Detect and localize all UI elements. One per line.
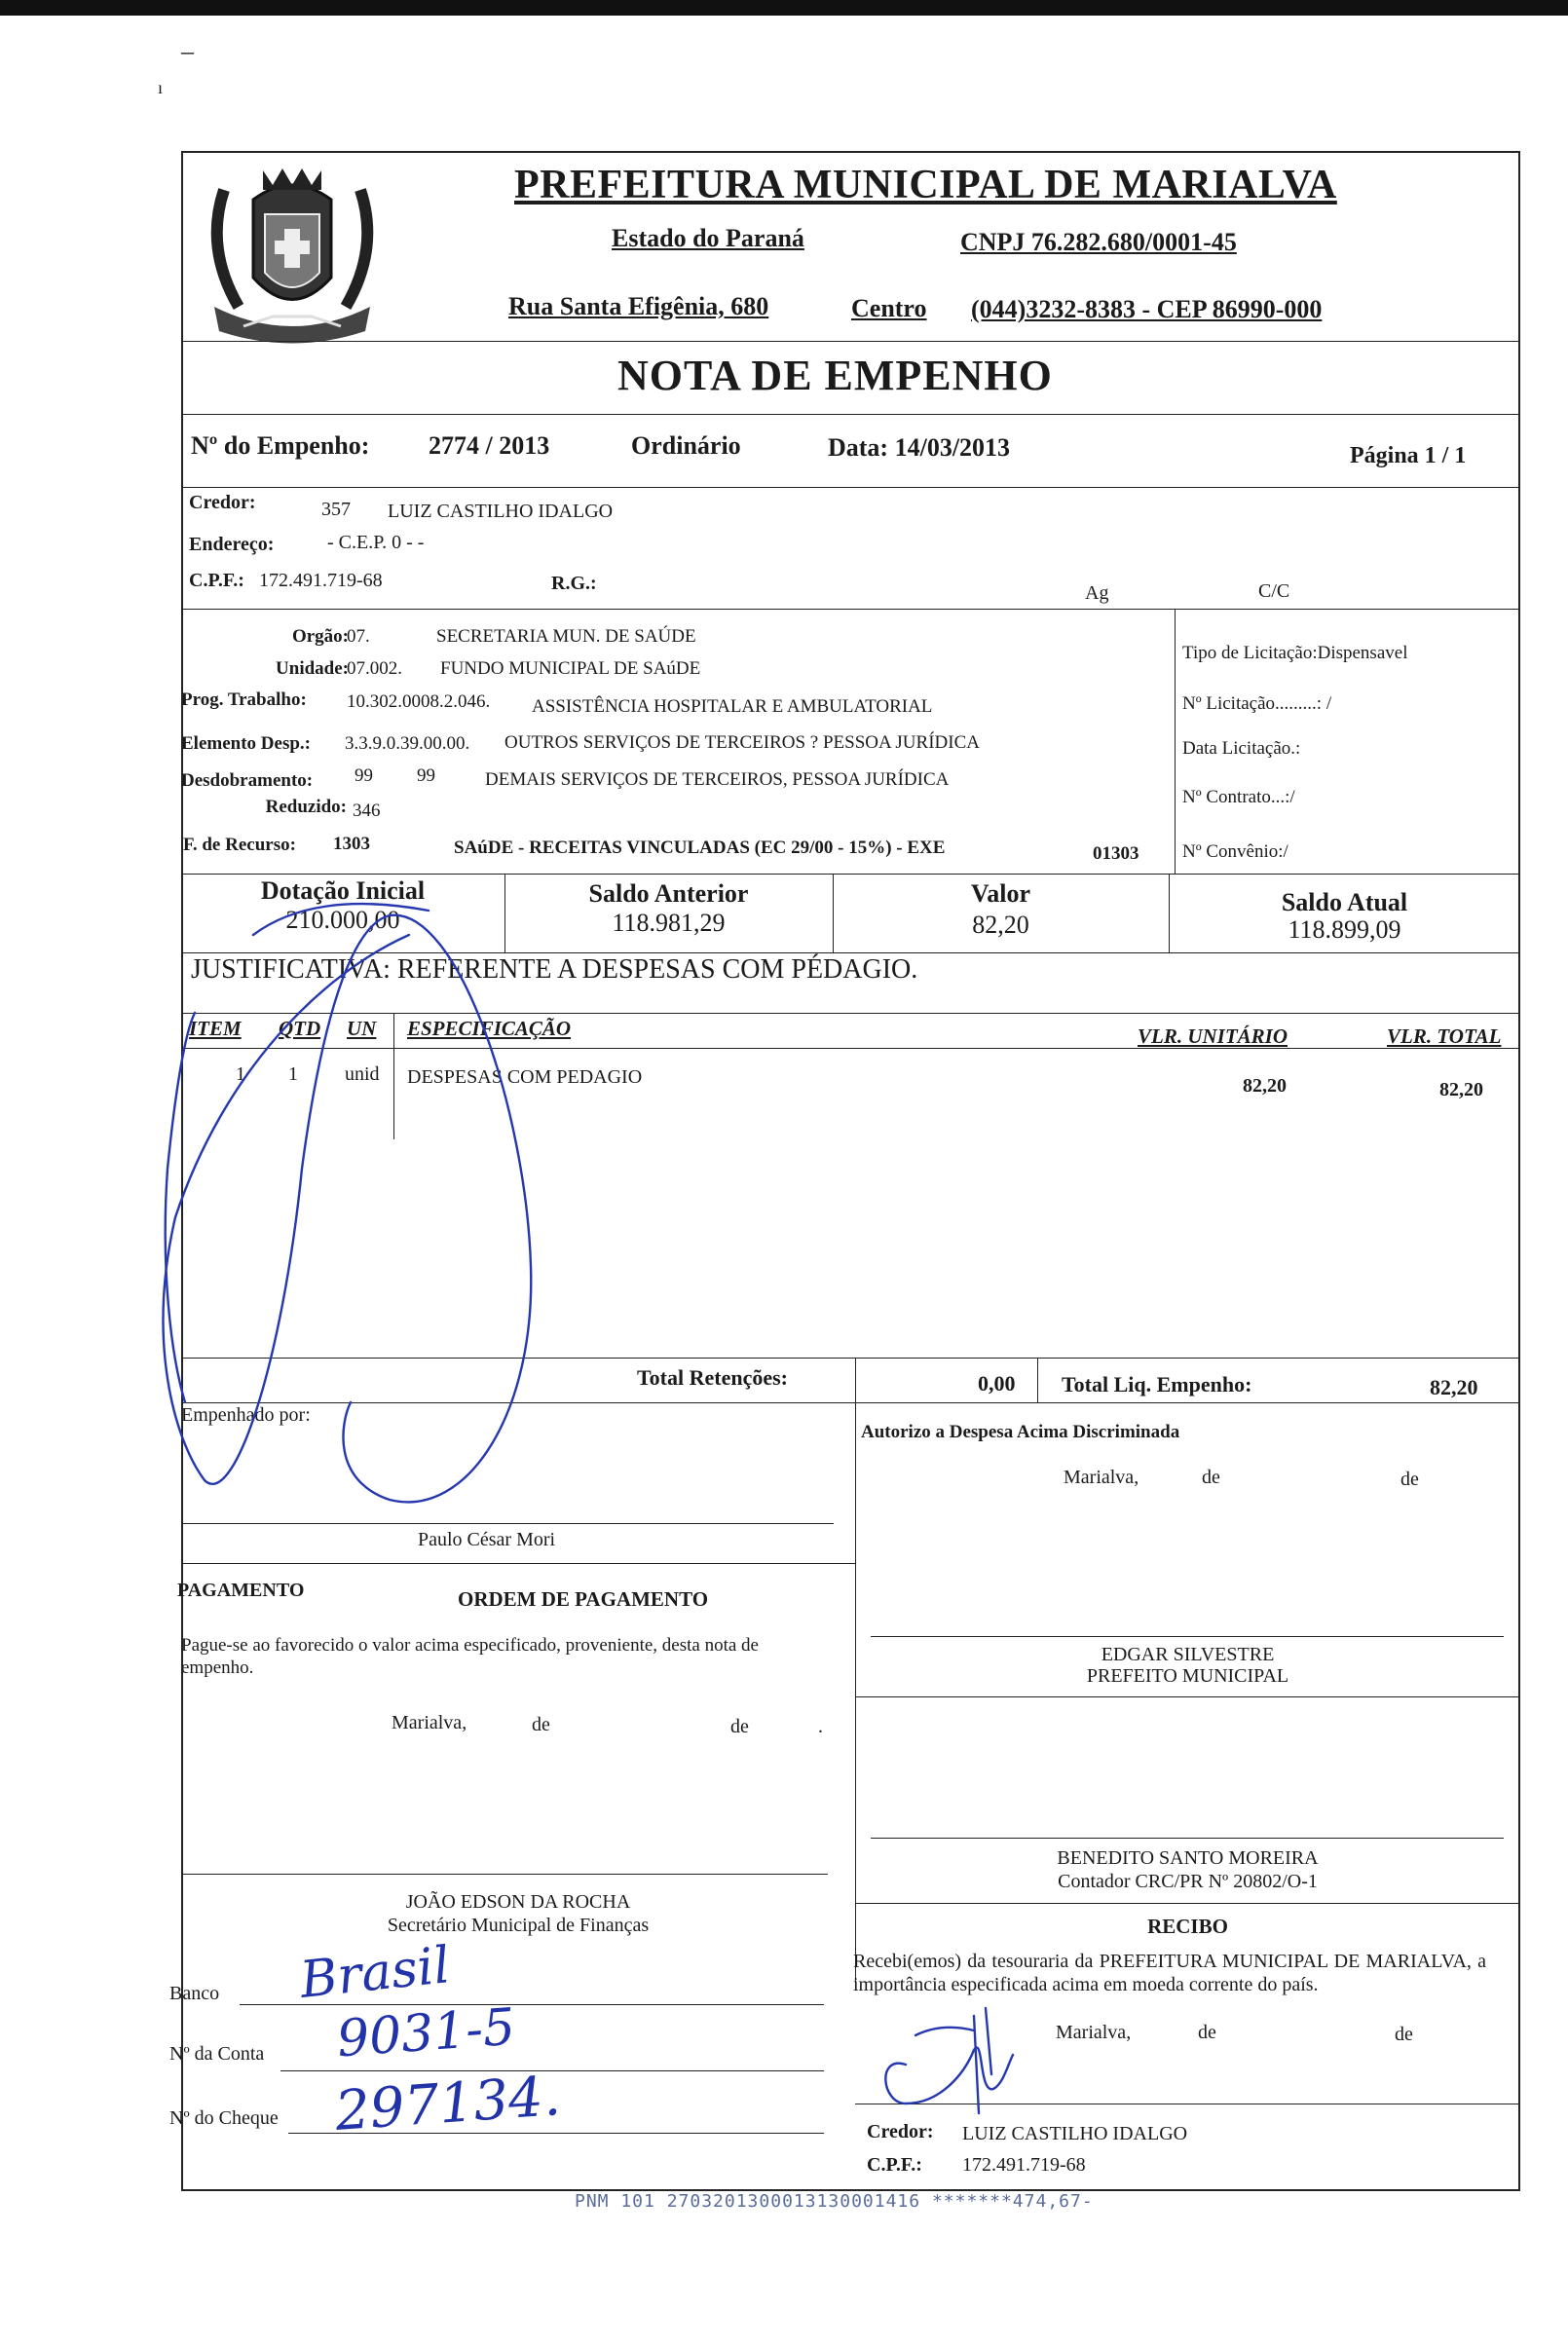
prefeitura-title: PREFEITURA MUNICIPAL DE MARIALVA: [514, 163, 1337, 207]
recibo-title: RECIBO: [1147, 1915, 1228, 1938]
empenhado-por-label: Empenhado por:: [181, 1404, 311, 1426]
district-label: Centro: [851, 294, 927, 322]
autorizo-de: de: [1202, 1467, 1220, 1488]
secretario-role: Secretário Municipal de Finanças: [387, 1915, 650, 1936]
pagamento-city: Marialva,: [392, 1712, 467, 1733]
autorizo-city: Marialva,: [1064, 1467, 1139, 1488]
pagamento-de: de: [730, 1716, 749, 1737]
banco-handwritten: Brasil: [297, 1936, 453, 2010]
prefeito-role: PREFEITO MUNICIPAL: [1086, 1665, 1289, 1687]
data-licitacao: Data Licitação.:: [1182, 738, 1301, 759]
saldo-atual-value: 118.899,09: [1288, 915, 1401, 944]
phone-cep-label: (044)3232-8383 - CEP 86990-000: [971, 295, 1323, 323]
ordem-de-pagamento-label: ORDEM DE PAGAMENTO: [458, 1587, 709, 1611]
credor-name: LUIZ CASTILHO IDALGO: [388, 501, 614, 522]
prefeito-name: EDGAR SILVESTRE: [1101, 1644, 1275, 1665]
endereco-label: Endereço:: [189, 534, 275, 555]
desdobramento-b: 99: [417, 765, 435, 786]
credor-code: 357: [321, 499, 351, 520]
reduzido-label: Reduzido:: [265, 797, 347, 817]
secretario-name: JOÃO EDSON DA ROCHA: [405, 1891, 631, 1913]
cpf-value: 172.491.719-68: [259, 570, 383, 591]
cpf-label: C.P.F.:: [189, 570, 244, 591]
contador-role: Contador CRC/PR Nº 20802/O-1: [1058, 1871, 1318, 1892]
saldo-anterior-label: Saldo Anterior: [588, 879, 749, 908]
recibo-credor-label: Credor:: [867, 2121, 934, 2142]
recurso-label: F. de Recurso:: [183, 835, 296, 855]
tipo-licitacao: Tipo de Licitação:Dispensavel: [1182, 643, 1408, 663]
unidade-code: 07.002.: [347, 658, 402, 679]
recibo-text: Recebi(emos) da tesouraria da PREFEITURA MUNICIPAL DE MARIALVA, a importância especificada acima em moeda corrente do país.: [853, 1951, 1486, 1995]
saldo-atual-label: Saldo Atual: [1281, 888, 1408, 916]
elemento-label: Elemento Desp.:: [181, 733, 311, 754]
valor-value: 82,20: [972, 911, 1029, 939]
total-retencoes-value: 0,00: [978, 1371, 1016, 1396]
recibo-credor-name: LUIZ CASTILHO IDALGO: [962, 2123, 1188, 2144]
numero-licitacao: Nº Licitação.........: /: [1182, 693, 1332, 714]
margin-mark: ı: [158, 78, 164, 97]
empenho-date: Data: 14/03/2013: [828, 433, 1011, 462]
numero-contrato: Nº Contrato...:/: [1182, 787, 1295, 807]
nota-de-empenho-title: NOTA DE EMPENHO: [617, 352, 1053, 399]
dotacao-value: 210.000,00: [285, 906, 400, 934]
orgao-label: Orgão:: [291, 626, 349, 647]
numero-convenio: Nº Convênio:/: [1182, 841, 1288, 862]
recurso-number: 01303: [1093, 843, 1139, 864]
recurso-name: SAúDE - RECEITAS VINCULADAS (EC 29/00 - 15%) - EXE: [454, 838, 946, 858]
col-especificacao-header: ESPECIFICAÇÃO: [407, 1017, 572, 1040]
col-item-header: ITEM: [189, 1017, 242, 1040]
agency-label: Ag: [1085, 582, 1109, 604]
empenho-number: 2774 / 2013: [429, 431, 550, 460]
unidade-name: FUNDO MUNICIPAL DE SAúDE: [440, 658, 701, 679]
banco-label: Banco: [169, 1983, 220, 2004]
state-label: Estado do Paraná: [612, 224, 804, 252]
contador-name: BENEDITO SANTO MOREIRA: [1057, 1847, 1319, 1869]
autorizo-de: de: [1400, 1469, 1419, 1490]
cnpj-label: CNPJ 76.282.680/0001-45: [960, 228, 1237, 256]
empenho-number-label: Nº do Empenho:: [191, 431, 370, 460]
cheque-handwritten: 297134.: [333, 2065, 563, 2143]
orgao-name: SECRETARIA MUN. DE SAÚDE: [436, 626, 696, 647]
recibo-city: Marialva,: [1056, 2022, 1132, 2043]
recurso-code: 1303: [333, 834, 370, 854]
pagamento-label: PAGAMENTO: [177, 1580, 305, 1601]
col-qtd-header: QTD: [279, 1017, 321, 1040]
pagamento-dot: .: [818, 1716, 823, 1737]
elemento-name: OUTROS SERVIÇOS DE TERCEIROS ? PESSOA JURÍDICA: [504, 732, 980, 753]
justificativa: JUSTIFICATIVA: REFERENTE A DESPESAS COM PÉDAGIO.: [191, 954, 918, 985]
unidade-label: Unidade:: [276, 658, 349, 679]
rg-label: R.G.:: [551, 573, 597, 594]
endereco-value: - C.E.P. 0 - -: [327, 532, 425, 553]
total-liquido-value: 82,20: [1430, 1375, 1478, 1399]
col-vlr-unitario-header: VLR. UNITÁRIO: [1138, 1024, 1288, 1048]
orgao-code: 07.: [347, 626, 370, 647]
recibo-de: de: [1198, 2022, 1216, 2043]
col-vlr-total-header: VLR. TOTAL: [1387, 1024, 1502, 1048]
saldo-anterior-value: 118.981,29: [612, 909, 726, 937]
prog-trabalho-label: Prog. Trabalho:: [181, 689, 307, 710]
margin-mark: –: [181, 37, 194, 65]
reduzido-value: 346: [353, 801, 381, 821]
row-vlr-unitario: 82,20: [1243, 1075, 1287, 1097]
elemento-code: 3.3.9.0.39.00.00.: [345, 733, 470, 754]
autorizo-label: Autorizo a Despesa Acima Discriminada: [861, 1422, 1180, 1442]
cheque-label: Nº do Cheque: [169, 2107, 279, 2129]
account-label: C/C: [1258, 580, 1290, 602]
conta-label: Nº da Conta: [169, 2043, 265, 2065]
dotacao-label: Dotação Inicial: [260, 876, 426, 905]
prog-trabalho-code: 10.302.0008.2.046.: [347, 691, 491, 712]
cheque-scan-code: PNM 101 2703201300013130001416 *******474,67-: [575, 2191, 1094, 2212]
empenho-type: Ordinário: [631, 431, 741, 460]
total-liquido-label: Total Liq. Empenho:: [1062, 1372, 1252, 1396]
conta-handwritten: 9031-5: [335, 1997, 517, 2069]
recibo-cpf-label: C.P.F.:: [867, 2154, 922, 2176]
page-number: Página 1 / 1: [1350, 443, 1467, 468]
desdobramento-a: 99: [355, 765, 373, 786]
col-un-header: UN: [347, 1017, 377, 1040]
valor-label: Valor: [970, 879, 1031, 908]
desdobramento-name: DEMAIS SERVIÇOS DE TERCEIROS, PESSOA JURÍDICA: [485, 769, 950, 790]
desdobramento-label: Desdobramento:: [181, 770, 314, 791]
recibo-cpf-value: 172.491.719-68: [962, 2154, 1086, 2176]
pagamento-text: Pague-se ao favorecido o valor acima especificado, proveniente, desta nota de empenho.: [181, 1635, 759, 1678]
row-un: unid: [345, 1063, 380, 1085]
row-especificacao: DESPESAS COM PEDAGIO: [407, 1066, 643, 1088]
total-retencoes-label: Total Retenções:: [637, 1365, 788, 1390]
row-vlr-total: 82,20: [1439, 1079, 1483, 1100]
pagamento-de: de: [532, 1714, 550, 1735]
address-label: Rua Santa Efigênia, 680: [508, 292, 769, 320]
prog-trabalho-name: ASSISTÊNCIA HOSPITALAR E AMBULATORIAL: [532, 696, 933, 717]
credor-label: Credor:: [189, 492, 256, 513]
row-qtd: 1: [288, 1063, 298, 1085]
recibo-de: de: [1395, 2024, 1413, 2045]
empenhado-por-name: Paulo César Mori: [418, 1529, 556, 1550]
row-item: 1: [236, 1063, 245, 1085]
